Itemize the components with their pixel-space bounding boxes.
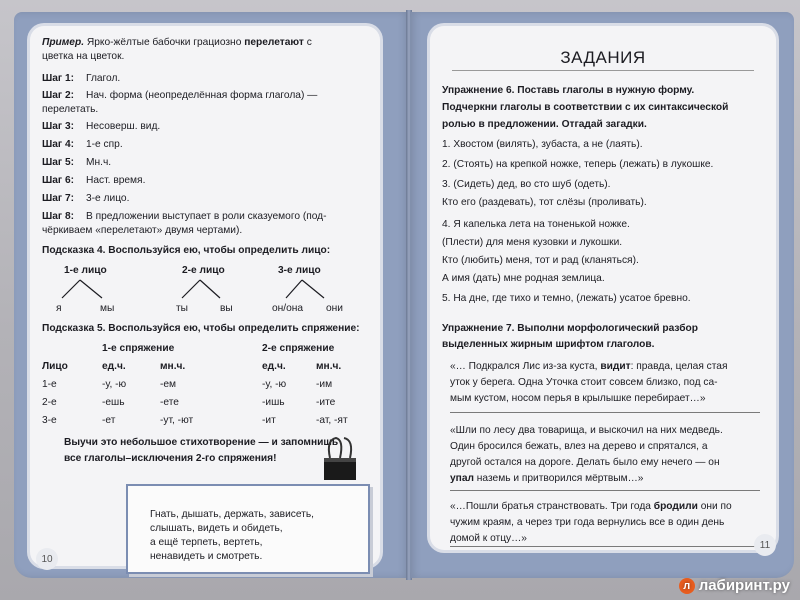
quote-1-line-3: мым кустом, носом перья в крылышке перебирает…» (450, 393, 706, 404)
person-arrows (40, 276, 370, 306)
step-text: 1-е спр. (86, 139, 123, 150)
binder-clip-icon (320, 436, 360, 484)
poem-line: Гнать, дышать, держать, зависеть, (150, 509, 314, 520)
col-face: Лицо (42, 361, 68, 372)
conj-cell: -у, -ю (102, 379, 127, 390)
step-text: Мн.ч. (86, 157, 112, 168)
arrow-1 (62, 280, 102, 298)
right-page (410, 12, 794, 578)
answer-line[interactable] (450, 412, 760, 413)
step-row (42, 103, 98, 117)
pronoun-oni: они (326, 303, 343, 314)
step-label: Шаг 1: (42, 73, 75, 84)
conj-face: 1-е (42, 379, 57, 390)
step-row (42, 224, 242, 238)
example-text-end: с (306, 37, 312, 48)
exercise-6-item: А имя (дать) мне родная землица. (442, 273, 605, 284)
quote-2-line-2: Один бросился бежать, влез на дерево и спрятался, а (450, 441, 708, 452)
title-underline (452, 70, 754, 71)
exercise-7-line-1: Упражнение 7. Выполни морфологический разбор (442, 323, 698, 334)
answer-line[interactable] (450, 490, 760, 491)
step-text: Несоверш. вид. (86, 121, 161, 132)
quote-2-line-4 (450, 472, 643, 486)
step-row (42, 156, 111, 170)
conj-face: 2-е (42, 397, 57, 408)
quote-3-line-2: чужим краям, а через три года вернулись все в один день (450, 517, 725, 528)
col-sg-2: ед.ч. (262, 361, 286, 372)
pronoun-my: мы (100, 303, 115, 314)
quote-3-line-3: домой к отцу…» (450, 533, 527, 544)
step-label: Шаг 3: (42, 121, 75, 132)
pronoun-vy: вы (220, 303, 233, 314)
conj-header-1: 1-е спряжение (102, 343, 175, 354)
arrow-2 (182, 280, 220, 298)
person-header-1: 1-е лицо (64, 265, 107, 276)
quote-text: «… Подкрался Лис из-за куста, (450, 361, 598, 372)
quote-3-line-1 (450, 500, 732, 514)
pronoun-ya: я (56, 303, 62, 314)
labirint-logo-icon: л (679, 578, 695, 594)
step-text: Нач. форма (неопределённая форма глагола) — (86, 90, 318, 101)
step-text: чёркиваем «перелетают» двумя чертами). (42, 225, 243, 236)
step-label: Шаг 8: (42, 211, 75, 222)
conj-cell: -ешь (102, 397, 125, 408)
conj-cell: -ишь (262, 397, 285, 408)
step-row (42, 174, 145, 188)
quote-bold-verb: бродили (653, 501, 698, 512)
pronoun-ty: ты (176, 303, 188, 314)
quote-text: наземь и притворился мёртвым…» (473, 473, 644, 484)
step-label: Шаг 6: (42, 175, 75, 186)
step-label: Шаг 5: (42, 157, 75, 168)
left-page (14, 12, 409, 578)
step-row (42, 89, 317, 103)
step-row (42, 210, 327, 224)
learn-line-1: Выучи это небольшое стихотворение — и запомнишь (64, 437, 339, 448)
step-text: перелетать. (42, 104, 99, 115)
poem-line: а ещё терпеть, вертеть, (150, 537, 263, 548)
arrow-3 (286, 280, 324, 298)
example-line-2: цветка на цветок. (42, 51, 125, 62)
person-header-3: 3-е лицо (278, 265, 321, 276)
exercise-6-line-1: Упражнение 6. Поставь глаголы в нужную форму. (442, 85, 695, 96)
quote-bold-verb: видит (600, 361, 631, 372)
step-label: Шаг 2: (42, 90, 75, 101)
watermark (679, 577, 790, 594)
section-title: ЗАДАНИЯ (560, 48, 646, 67)
hint-5: Подсказка 5. Воспользуйся ею, чтобы определить спряжение: (42, 323, 360, 334)
hint-4: Подсказка 4. Воспользуйся ею, чтобы определить лицо: (42, 245, 331, 256)
exercise-7-line-2: выделенных жирным шрифтом глаголов. (442, 339, 655, 350)
poem-line: ненавидеть и смотреть. (150, 551, 263, 562)
conj-cell: -им (316, 379, 333, 390)
step-row (42, 192, 129, 206)
pronoun-on-ona: он/она (272, 303, 304, 314)
step-label: Шаг 4: (42, 139, 75, 150)
conj-face: 3-е (42, 415, 57, 426)
conj-cell: -ат, -ят (316, 415, 348, 426)
example-prefix: Пример. (42, 37, 85, 48)
poem-line: слышать, видеть и обидеть, (150, 523, 283, 534)
col-sg-1: ед.ч. (102, 361, 126, 372)
exercise-6-line-2: Подчеркни глаголы в соответствии с их синтаксической (442, 102, 729, 113)
conj-cell: -ете (160, 397, 179, 408)
step-label: Шаг 7: (42, 193, 75, 204)
example-verb: перелетают (244, 37, 304, 48)
conj-cell: -ут, -ют (160, 415, 194, 426)
quote-2-line-1: «Шли по лесу два товарища, и выскочил на них медведь. (450, 425, 723, 436)
open-booklet (14, 8, 792, 584)
exercise-6-item: (Плести) для меня кузовки и лукошки. (442, 237, 623, 248)
step-row (42, 120, 160, 134)
example-text: Ярко-жёлтые бабочки грациозно (86, 37, 242, 48)
step-text: Глагол. (86, 73, 121, 84)
quote-text: «…Пошли братья странствовать. Три года (450, 501, 651, 512)
answer-line[interactable] (450, 546, 760, 547)
conj-cell: -ите (316, 397, 336, 408)
exercise-6-item: 4. Я капелька лета на тоненькой ножке. (442, 219, 630, 230)
conj-header-2: 2-е спряжение (262, 343, 335, 354)
conj-cell: -ем (160, 379, 177, 390)
col-pl-1: мн.ч. (160, 361, 186, 372)
page-number-left: 10 (36, 548, 58, 570)
conj-cell: -у, -ю (262, 379, 287, 390)
exercise-6-line-3: ролью в предложении. Отгадай загадки. (442, 119, 647, 130)
exercise-6-item: 3. (Сидеть) дед, во сто шуб (одеть). (442, 179, 611, 190)
poem-card (126, 484, 370, 574)
watermark-text: лабиринт.ру (698, 576, 790, 594)
exercise-6-item: Кто (любить) меня, тот и рад (кланяться). (442, 255, 639, 266)
quote-bold-verb: упал (450, 473, 474, 484)
quote-1-line-1 (450, 360, 728, 374)
col-pl-2: мн.ч. (316, 361, 342, 372)
page-number-right: 11 (754, 534, 776, 556)
quote-text: : правда, целая стая (630, 361, 728, 372)
step-row (42, 72, 120, 86)
step-text: Наст. время. (86, 175, 146, 186)
conj-cell: -ет (102, 415, 116, 426)
step-text: 3-е лицо. (86, 193, 130, 204)
quote-1-line-2: уток у берега. Одна Уточка стоит совсем близко, под са- (450, 377, 718, 388)
quote-text: они по (697, 501, 732, 512)
exercise-6-item: 5. На дне, где тихо и темно, (лежать) усатое бревно. (442, 293, 691, 304)
quote-2-line-3: другой остался на дороге. Делать было ему нечего — он (450, 457, 720, 468)
learn-line-2: все глаголы–исключения 2-го спряжения! (64, 453, 277, 464)
example-line-1 (42, 36, 312, 50)
right-content-panel (430, 26, 776, 550)
exercise-6-item: 1. Хвостом (вилять), зубаста, а не (лаять). (442, 139, 643, 150)
person-header-2: 2-е лицо (182, 265, 225, 276)
exercise-6-item: 2. (Стоять) на крепкой ножке, теперь (лежать) в лукошке. (442, 159, 714, 170)
step-text: В предложении выступает в роли сказуемого (под- (86, 211, 327, 222)
conj-cell: -ит (262, 415, 276, 426)
exercise-6-item: Кто его (раздевать), тот слёзы (проливать). (442, 197, 647, 208)
left-content-panel (30, 26, 380, 566)
step-row (42, 138, 123, 152)
